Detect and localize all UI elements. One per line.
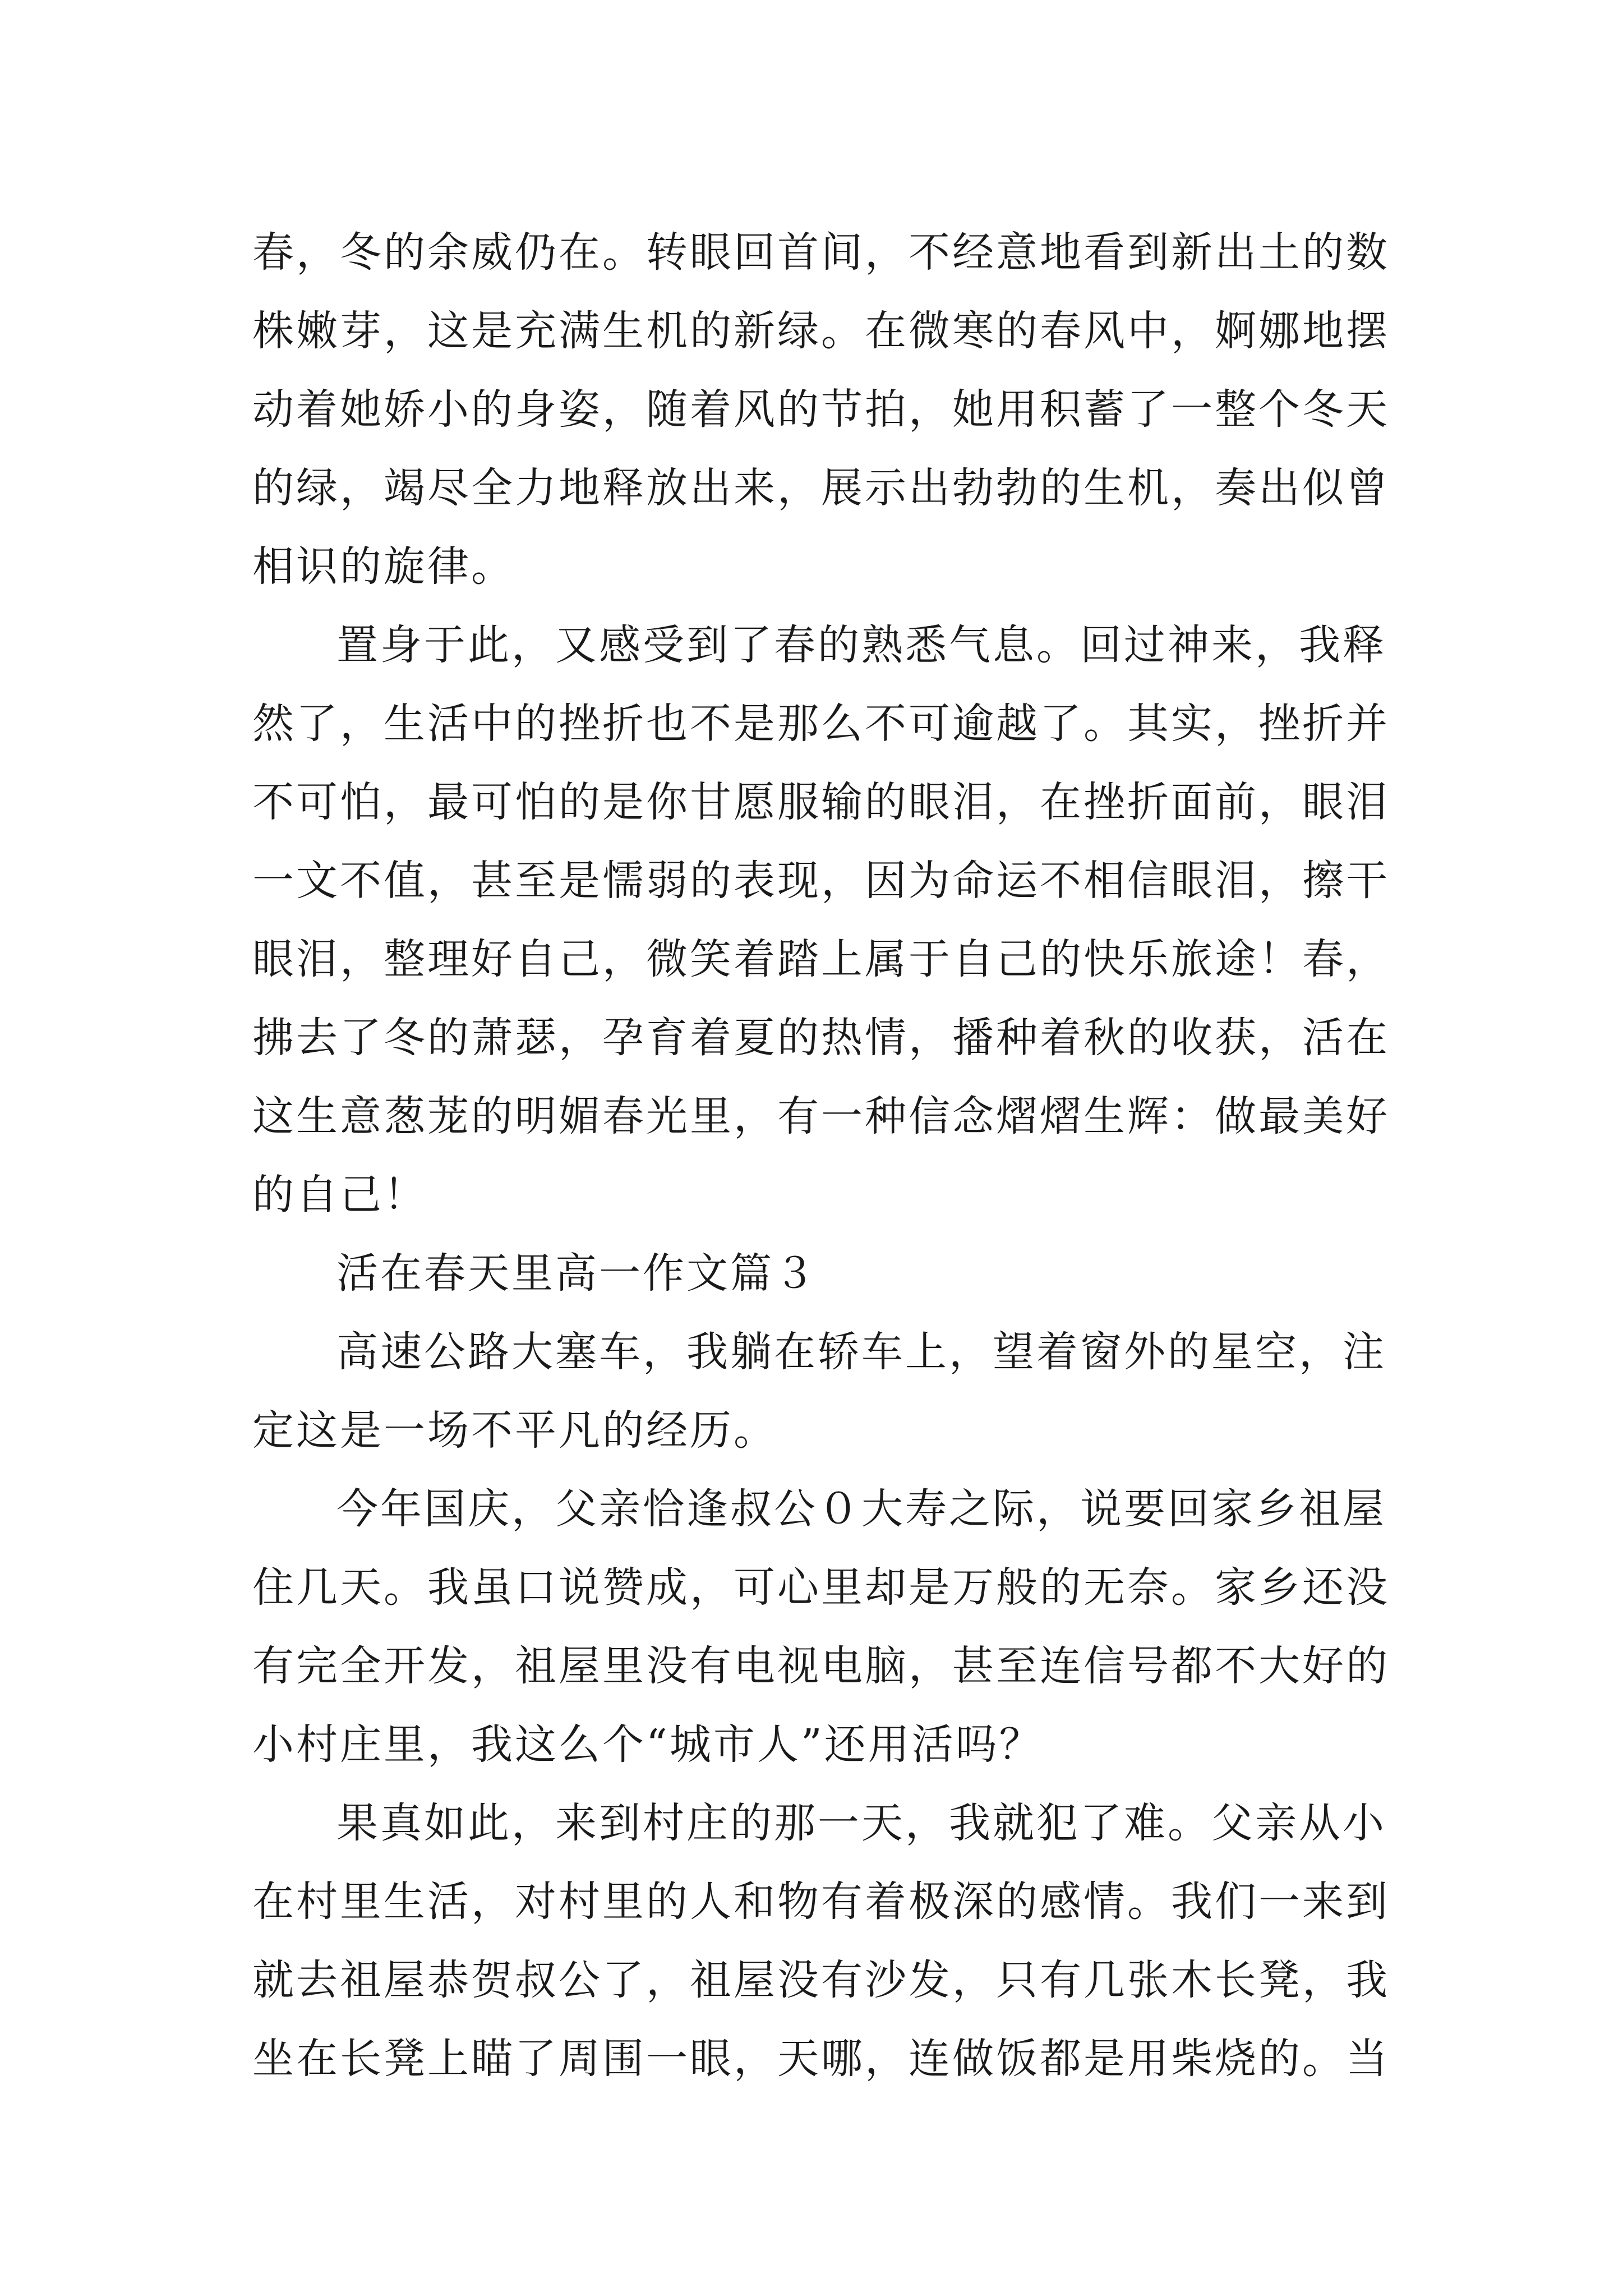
section-heading: 活在春天里高一作文篇３	[336, 1249, 818, 1297]
text-line: 定这是一场不平凡的经历。	[252, 1406, 777, 1455]
text-line: 然了，生活中的挫折也不是那么不可逾越了。其实，挫折并	[252, 700, 1390, 748]
paragraph-start-line: 高速公路大塞车，我躺在轿车上，望着窗外的星空，注	[336, 1328, 1386, 1376]
paragraph-start-line: 置身于此，又感受到了春的熟悉气息。回过神来，我释	[336, 621, 1386, 669]
text-line: 坐在长凳上瞄了周围一眼，天哪，连做饭都是用柴烧的。当	[252, 2035, 1390, 2083]
text-line: 住几天。我虽口说赞成，可心里却是万般的无奈。家乡还没	[252, 1563, 1390, 1612]
text-line: 一文不值，甚至是懦弱的表现，因为命运不相信眼泪，擦干	[252, 857, 1390, 905]
text-line: 在村里生活，对村里的人和物有着极深的感情。我们一来到	[252, 1878, 1390, 1926]
text-line: 就去祖屋恭贺叔公了，祖屋没有沙发，只有几张木长凳，我	[252, 1956, 1390, 2004]
text-line: 的自己！	[252, 1171, 427, 1219]
text-line: 动着她娇小的身姿，随着风的节拍，她用积蓄了一整个冬天	[252, 385, 1390, 434]
text-line: 不可怕，最可怕的是你甘愿服输的眼泪，在挫折面前，眼泪	[252, 778, 1390, 826]
text-line: 相识的旋律。	[252, 542, 515, 591]
text-line: 的绿，竭尽全力地释放出来，展示出勃勃的生机，奏出似曾	[252, 464, 1390, 512]
text-line: 春，冬的余威仍在。转眼回首间，不经意地看到新出土的数	[252, 228, 1390, 277]
text-line: 小村庄里，我这么个“城市人”还用活吗？	[252, 1720, 1043, 1769]
paragraph-start-line: 今年国庆，父亲恰逢叔公０大寿之际，说要回家乡祖屋	[336, 1485, 1386, 1533]
text-line: 株嫩芽，这是充满生机的新绿。在微寒的春风中，婀娜地摆	[252, 307, 1390, 355]
text-line: 有完全开发，祖屋里没有电视电脑，甚至连信号都不大好的	[252, 1642, 1390, 1690]
paragraph-start-line: 果真如此，来到村庄的那一天，我就犯了难。父亲从小	[336, 1799, 1386, 1847]
text-line: 眼泪，整理好自己，微笑着踏上属于自己的快乐旅途！春，	[252, 935, 1390, 983]
text-line: 拂去了冬的萧瑟，孕育着夏的热情，播种着秋的收获，活在	[252, 1014, 1390, 1062]
text-line: 这生意葱茏的明媚春光里，有一种信念熠熠生辉：做最美好	[252, 1092, 1390, 1140]
